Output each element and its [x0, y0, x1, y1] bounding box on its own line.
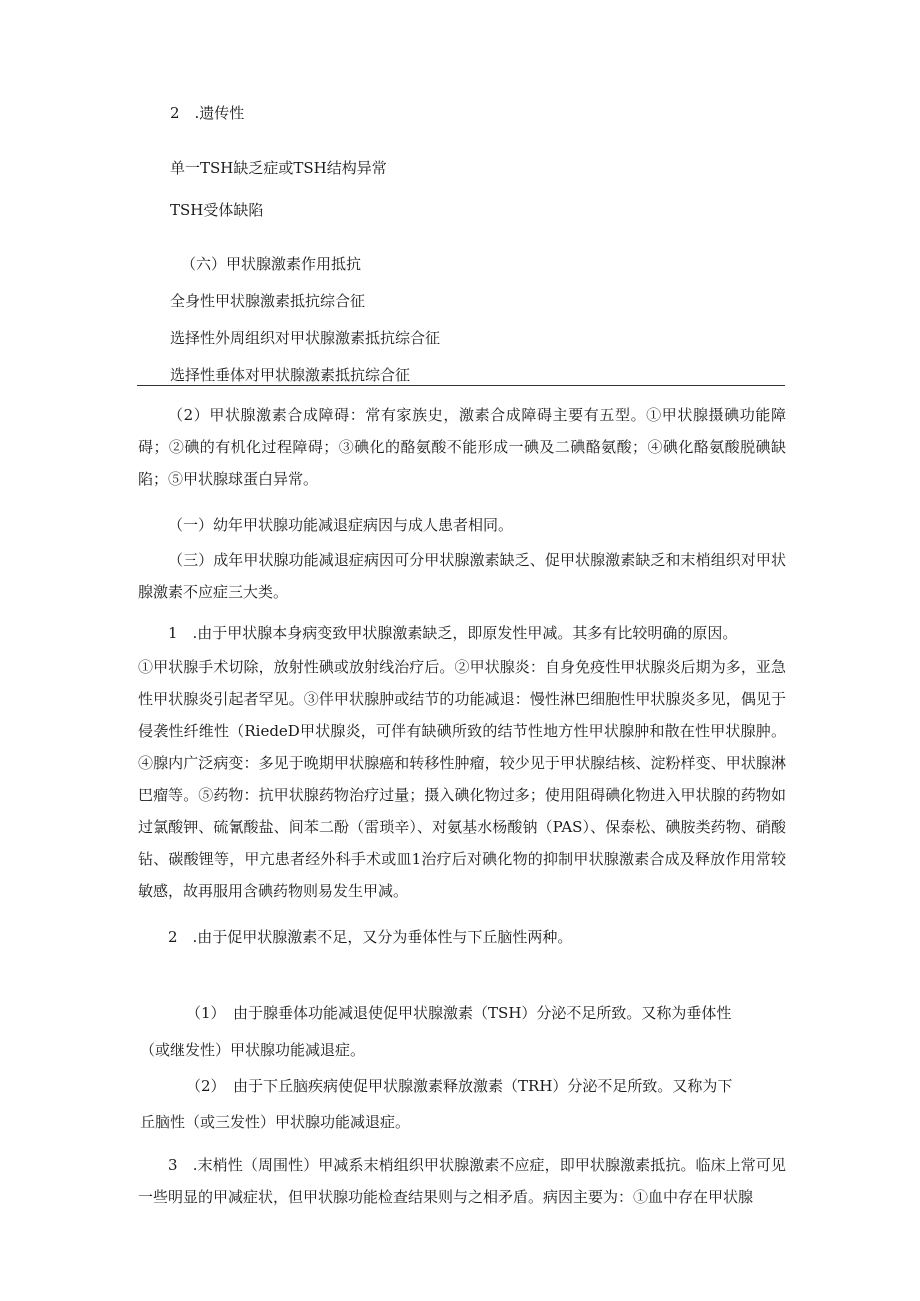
- list-item: 全身性甲状腺激素抵抗综合征: [170, 292, 366, 310]
- heading-hormone-resistance: （六）甲状腺激素作用抵抗: [181, 255, 362, 273]
- paragraph-juvenile: （一）幼年甲状腺功能减退症病因与成人患者相同。: [168, 516, 514, 534]
- list-item: TSH受体缺陷: [170, 201, 264, 219]
- list-item: 选择性垂体对甲状腺激素抵抗综合征: [170, 366, 411, 384]
- list-item: 单一TSH缺乏症或TSH结构异常: [170, 159, 387, 177]
- paragraph-peripheral-resistance: 3 .末梢性（周围性）甲减系末梢组织甲状腺激素不应症，即甲状腺激素抵抗。临床上常可见一些明显的甲减症状，但甲状腺功能检查结果则与之相矛盾。病因主要为：①血中存在甲状腺: [138, 1156, 786, 1206]
- list-item: 选择性外周组织对甲状腺激素抵抗综合征: [170, 329, 441, 347]
- paragraph-adult-causes: （三）成年甲状腺功能减退症病因可分甲状腺激素缺乏、促甲状腺激素缺乏和末梢组织对甲状腺激素不应症三大类。: [138, 551, 786, 601]
- heading-hereditary: 2 .遗传性: [170, 104, 245, 122]
- paragraph-primary-causes: ①甲状腺手术切除，放射性碘或放射线治疗后。②甲状腺炎：自身免疫性甲状腺炎后期为多，亚急性甲状腺炎引起者罕见。③伴甲状腺肿或结节的功能减退：慢性淋巴细胞性甲状腺炎多见，偶见于侵袭性纤维性（RiedeD甲状腺炎，可伴有缺碘所致的结节性地方性甲状腺肿和散在性甲状腺肿。④腺内广泛病变：多见于晚期甲状腺癌和转移性肿瘤，较少见于甲状腺结核、淀粉样变、甲状腺淋巴瘤等。⑤药物：抗甲状腺药物治疗过量；摄入碘化物过多；使用阻碍碘化物进入甲状腺的药物如过氯酸钾、硫氰酸盐、间苯二酚（雷琐辛）、对氨基水杨酸钠（PAS）、保泰松、碘胺类药物、硝酸钻、碳酸锂等，甲亢患者经外科手术或皿1治疗后对碘化物的抑制甲状腺激素合成及释放作用常较敏感，故再服用含碘药物则易发生甲减。: [138, 658, 786, 900]
- paragraph-pituitary-line2: （或继发性）甲状腺功能减退症。: [140, 1041, 366, 1059]
- paragraph-primary-title: 1 .由于甲状腺本身病变致甲状腺激素缺乏，即原发性甲减。其多有比较明确的原因。: [168, 624, 738, 642]
- section-divider: [137, 385, 785, 386]
- paragraph-pituitary-line1: （1） 由于腺垂体功能减退使促甲状腺激素（TSH）分泌不足所致。又称为垂体性: [186, 1004, 732, 1022]
- paragraph-hypothalamic-line1: （2） 由于下丘脑疾病使促甲状腺激素释放激素（TRH）分泌不足所致。又称为下: [186, 1077, 733, 1095]
- paragraph-tsh-deficiency-title: 2 .由于促甲状腺激素不足，又分为垂体性与下丘脑性两种。: [168, 928, 573, 946]
- paragraph-synthesis-disorder: （2）甲状腺激素合成障碍：常有家族史，激素合成障碍主要有五型。①甲状腺摄碘功能障碍；②碘的有机化过程障碍；③碘化的酪氨酸不能形成一碘及二碘酪氨酸；④碘化酪氨酸脱碘缺陷；⑤甲状腺球蛋白异常。: [138, 406, 786, 488]
- paragraph-hypothalamic-line2: 丘脑性（或三发性）甲状腺功能减退症。: [140, 1113, 411, 1131]
